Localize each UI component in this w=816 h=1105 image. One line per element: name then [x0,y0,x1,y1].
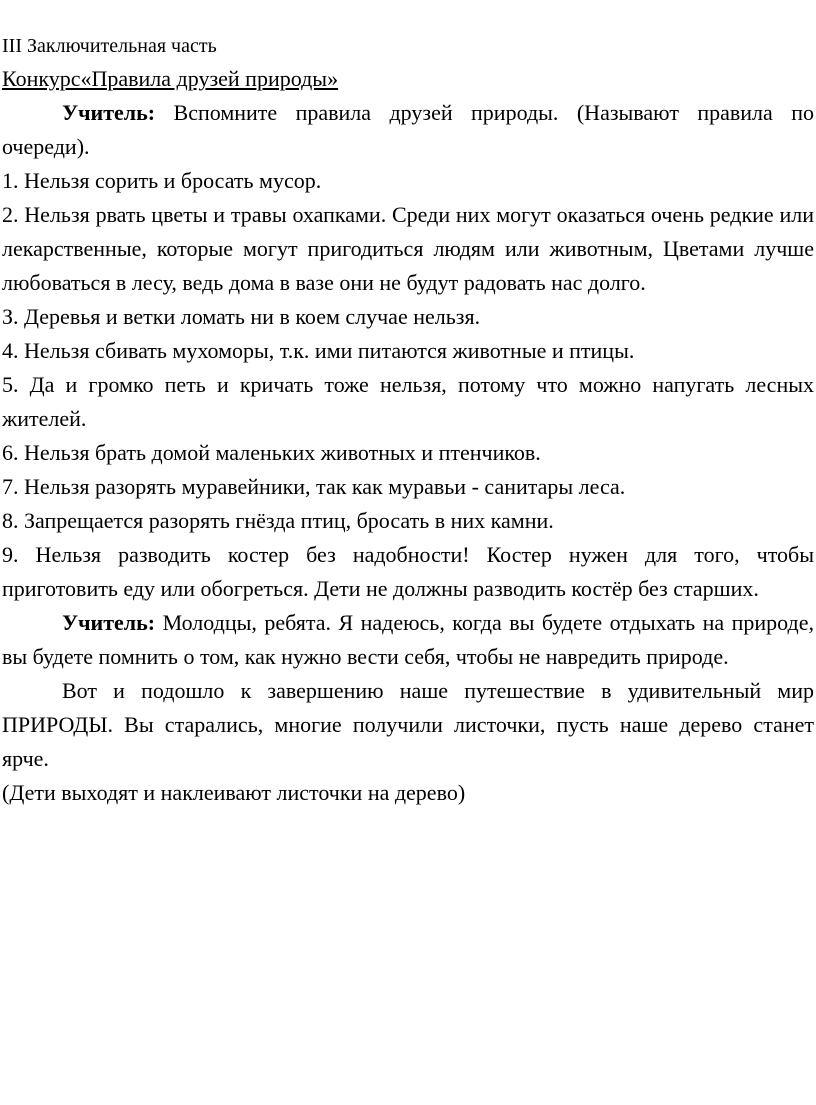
closing-paragraph [2,606,814,674]
intro-paragraph [2,96,814,164]
conclusion-paragraph: Вот и подошло к завершению наше путешествие в удивительный мир ПРИРОДЫ. Вы старались, многие получили листочки, пусть наше дерево станет ярче. [2,678,814,771]
contest-title: Конкурс«Правила друзей природы» [2,66,339,91]
intro-speaker: Учитель: [62,100,156,125]
final-note: (Дети выходят и наклеивают листочки на дерево) [2,780,466,805]
rule-item: З. Деревья и ветки ломать ни в коем случае нельзя. [2,304,481,329]
closing-speaker: Учитель: [62,610,156,635]
rule-item: 9. Нельзя разводить костер без надобности! Костер нужен для того, чтобы приготовить еду или обогреться. Дети не должны разводить костёр без старших. [2,542,814,601]
closing-text: Молодцы, ребята. Я надеюсь, когда вы будете отдыхать на природе, вы будете помнить о том, как нужно вести себя, чтобы не навредить природе. [2,610,814,669]
rule-item: 8. Запрещается разорять гнёзда птиц, бросать в них камни. [2,508,554,533]
rule-item: 1. Нельзя сорить и бросать мусор. [2,168,322,193]
document-page [0,30,816,810]
section-title: III Заключительная часть [2,35,217,57]
rule-item: 7. Нельзя разорять муравейники, так как муравьи - санитары леса. [2,474,626,499]
intro-text: Вспомните правила друзей природы. (Называют правила по очереди). [2,100,814,159]
rule-item: 4. Нельзя сбивать мухоморы, т.к. ими питаются животные и птицы. [2,338,635,363]
rule-item: 2. Нельзя рвать цветы и травы охапками. Среди них могут оказаться очень редкие или лекарственные, которые могут пригодиться людям или животным, Цветами лучше любоваться в лесу, ведь дома в вазе они не будут радовать нас долго. [2,202,814,295]
rule-item: 5. Да и громко петь и кричать тоже нельзя, потому что можно напугать лесных жителей. [2,372,814,431]
rule-item: 6. Нельзя брать домой маленьких животных и птенчиков. [2,440,541,465]
